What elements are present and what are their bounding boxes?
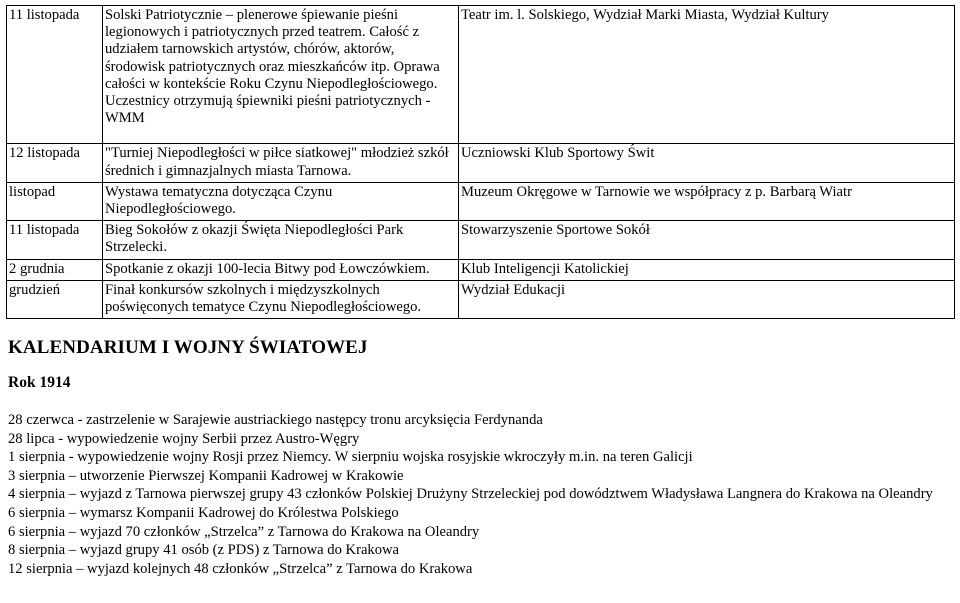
calendar-entry: 3 sierpnia – utworzenie Pierwszej Kompanii Kadrowej w Krakowie [8,467,404,484]
event-organizer: Uczniowski Klub Sportowy Świt [459,144,955,182]
calendar-entries [8,411,958,578]
table-row [7,259,955,280]
event-date: 2 grudnia [7,259,103,280]
event-description: Spotkanie z okazji 100-lecia Bitwy pod Łowczówkiem. [103,259,459,280]
event-date: 11 listopada [7,221,103,259]
event-description: Bieg Sokołów z okazji Święta Niepodległości Park Strzelecki. [103,221,459,259]
calendar-entry: 4 sierpnia – wyjazd z Tarnowa pierwszej grupy 43 członków Polskiej Drużyny Strzeleckiej pod dowództwem Władysława Langnera do Krakowa na Oleandry [8,486,933,503]
event-organizer: Wydział Edukacji [459,280,955,318]
calendar-entry: 28 lipca - wypowiedzenie wojny Serbii przez Austro-Węgry [8,430,360,447]
calendar-entry: 28 czerwca - zastrzelenie w Sarajewie austriackiego następcy tronu arcyksięcia Ferdynanda [8,412,543,428]
event-description-text: Solski Patriotycznie – plenerowe śpiewanie pieśni legionowych i patriotycznych przed teatrem. Całość z udziałem tarnowskich artystów, chórów, aktorów, środowisk patriotycznych oraz mieszkańców itp. Oprawa całości w kontekście Roku Czynu Niepodległościowego. Uczestnicy otrzymują śpiewniki pieśni patriotycznych - WMM [105,7,440,127]
event-organizer: Klub Inteligencji Katolickiej [459,259,955,280]
calendar-year: Rok 1914 [8,374,71,391]
event-organizer: Teatr im. l. Solskiego, Wydział Marki Miasta, Wydział Kultury [459,6,955,144]
table-row [7,144,955,182]
event-organizer: Muzeum Okręgowe w Tarnowie we współpracy z p. Barbarą Wiatr [459,182,955,220]
event-organizer: Stowarzyszenie Sportowe Sokół [459,221,955,259]
table-row [7,280,955,318]
calendar-entry: 6 sierpnia – wyjazd 70 członków „Strzelca” z Tarnowa do Krakowa na Oleandry [8,523,480,540]
event-date: 11 listopada [7,6,103,144]
calendar-entry: 1 sierpnia - wypowiedzenie wojny Rosji przez Niemcy. W sierpniu wojska rosyjskie wkroczyły m.in. na teren Galicji [8,449,693,466]
event-date: grudzień [7,280,103,318]
calendar-heading: KALENDARIUM I WOJNY ŚWIATOWEJ [8,337,368,358]
event-date: listopad [7,182,103,220]
event-description: Finał konkursów szkolnych i międzyszkolnych poświęconych tematyce Czynu Niepodległościowego. [103,280,459,318]
event-description [103,6,459,144]
event-date: 12 listopada [7,144,103,182]
table-row [7,182,955,220]
calendar-entry: 8 sierpnia – wyjazd grupy 41 osób (z PDS) z Tarnowa do Krakowa [8,542,400,559]
table-row [7,6,955,144]
event-description: Wystawa tematyczna dotycząca Czynu Niepodległościowego. [103,182,459,220]
calendar-entry: 6 sierpnia – wymarsz Kompanii Kadrowej do Królestwa Polskiego [8,504,399,521]
event-description: "Turniej Niepodległości w piłce siatkowej" młodzież szkół średnich i gimnazjalnych miasta Tarnowa. [103,144,459,182]
table-row [7,221,955,259]
calendar-entry: 12 sierpnia – wyjazd kolejnych 48 członków „Strzelca” z Tarnowa do Krakowa [8,560,473,577]
events-table [6,5,955,319]
